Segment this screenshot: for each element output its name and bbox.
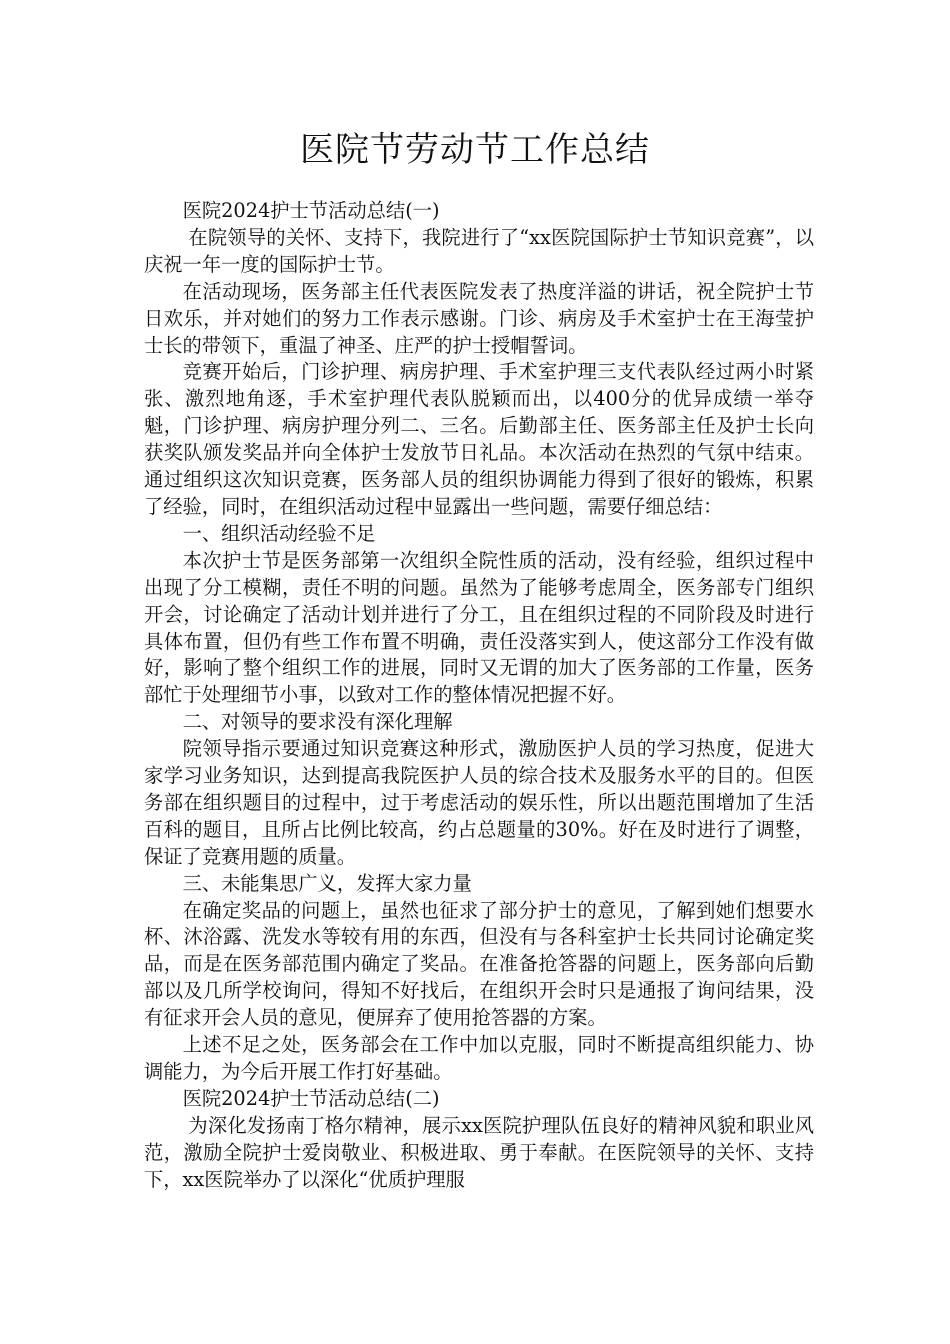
- paragraph: 上述不足之处，医务部会在工作中加以克服，同时不断提高组织能力、协调能力，为今后开展工作打好基础。: [144, 1033, 814, 1083]
- paragraph: 本次护士节是医务部第一次组织全院性质的活动，没有经验，组织过程中出现了分工模糊，责任不明的问题。虽然为了能够考虑周全，医务部专门组织开会，讨论确定了活动计划并进行了分工，且在组织过程的不同阶段及时进行具体布置，但仍有些工作布置不明确，责任没落实到人，使这部分工作没有做好，影响了整个组织工作的进展，同时又无谓的加大了医务部的工作量，医务部忙于处理细节小事，以致对工作的整体情况把握不好。: [144, 548, 814, 707]
- paragraph: 为深化发扬南丁格尔精神，展示xx医院护理队伍良好的精神风貌和职业风范，激励全院护士爱岗敬业、积极进取、勇于奉献。在医院领导的关怀、支持下，xx医院举办了以深化“优质护理服: [144, 1113, 814, 1191]
- document-body: [144, 198, 814, 1194]
- paragraph: 在活动现场，医务部主任代表医院发表了热度洋溢的讲话，祝全院护士节日欢乐，并对她们的努力工作表示感谢。门诊、病房及手术室护士在王海莹护士长的带领下，重温了神圣、庄严的护士授帽誓词。: [144, 279, 814, 357]
- paragraph: 在确定奖品的问题上，虽然也征求了部分护士的意见，了解到她们想要水杯、沐浴露、洗发水等较有用的东西，但没有与各科室护士长共同讨论确定奖品，而是在医务部范围内确定了奖品。在准备抢答器的问题上，医务部向后勤部以及几所学校询问，得知不好找后，在组织开会时只是通报了询问结果，没有征求开会人员的意见，便屏弃了使用抢答器的方案。: [144, 898, 814, 1030]
- document-title: 医院节劳动节工作总结: [300, 130, 650, 170]
- paragraph: 竞赛开始后，门诊护理、病房护理、手术室护理三支代表队经过两小时紧张、激烈地角逐，手术室护理代表队脱颖而出，以400分的优异成绩一举夺魁，门诊护理、病房护理分列二、三名。后勤部主任、医务部主任及护士长向获奖队颁发奖品并向全体护士发放节日礼品。本次活动在热烈的气氛中结束。 通过组织这次知识竞赛，医务部人员的组织协调能力得到了很好的锻炼，积累了经验，同时，在组织活动过程中显露出一些问题，需要仔细总结：: [144, 360, 814, 518]
- section-heading: 二、对领导的要求没有深化理解: [182, 710, 453, 734]
- section-heading: 三、未能集思广义，发挥大家力量: [182, 871, 472, 895]
- paragraph: 院领导指示要通过知识竞赛这种形式，激励医护人员的学习热度，促进大家学习业务知识，达到提高我院医护人员的综合技术及服务水平的目的。但医务部在组织题目的过程中，过于考虑活动的娱乐性，所以出题范围增加了生活百科的题目，且所占比例比较高，约占总题量的30%。好在及时进行了调整，保证了竞赛用题的质量。: [144, 737, 814, 868]
- section-heading: 一、组织活动经验不足: [182, 521, 376, 545]
- section-heading: 医院2024护士节活动总结(二): [182, 1086, 440, 1110]
- paragraph: 医院2024护士节活动总结(一): [182, 199, 440, 222]
- paragraph: 在院领导的关怀、支持下，我院进行了“xx医院国际护士节知识竞赛”，以庆祝一年一度的国际护士节。: [144, 225, 814, 276]
